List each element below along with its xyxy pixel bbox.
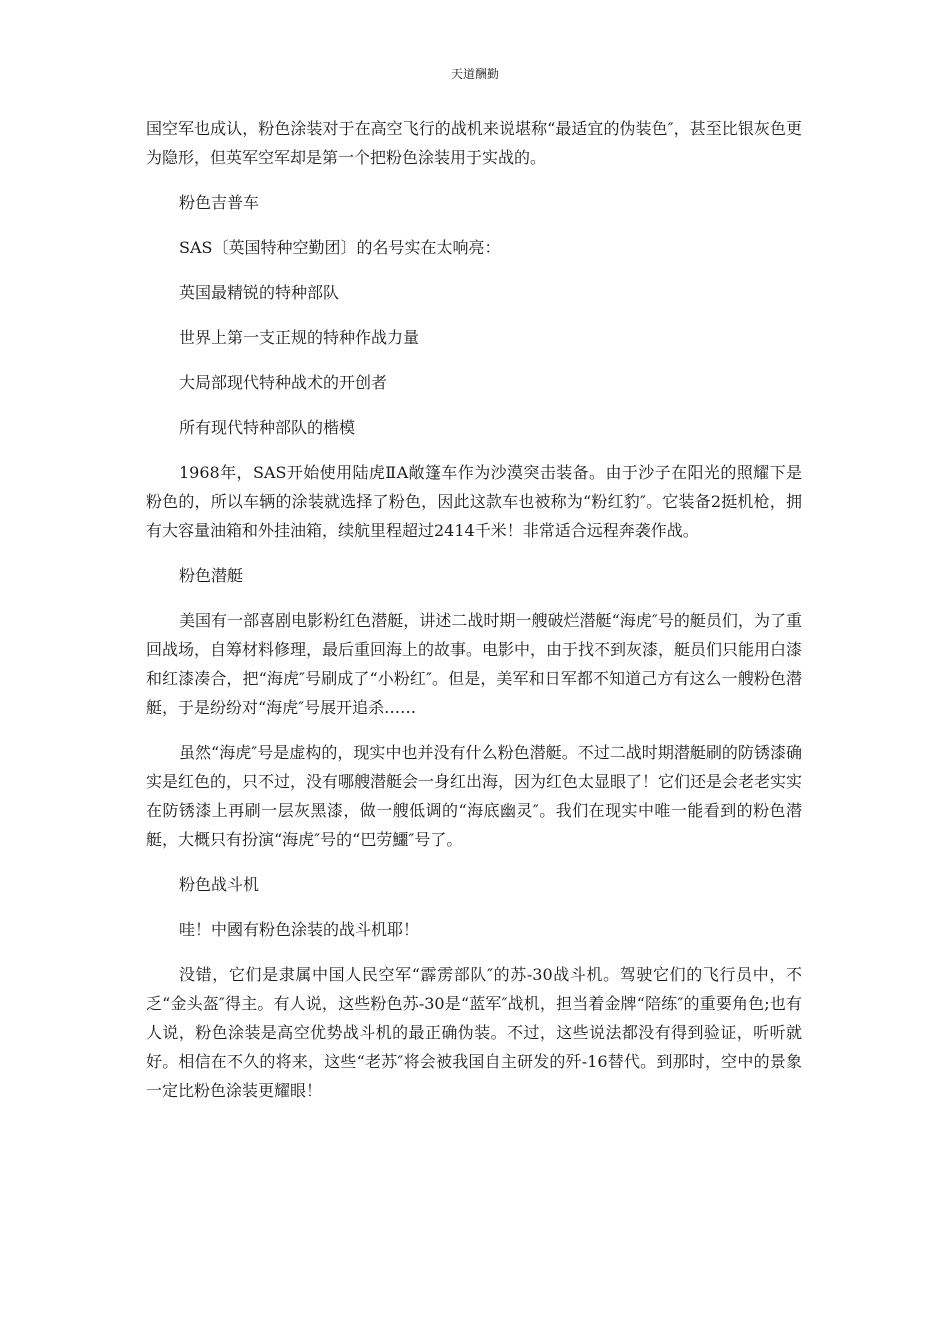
section-heading: 粉色吉普车 bbox=[179, 193, 260, 212]
page-header: 天道酬勤 bbox=[450, 67, 499, 81]
paragraph: 虽然“海虎″号是虚构的，现实中也并没有什么粉色潜艇。不过二战时期潜艇刷的防锈漆确实是红色的，只不过，没有哪艘潜艇会一身红出海，因为红色太显眼了！它们还是会老老实实在防锈漆上再刷一层灰黑漆，做一艘低调的“海底幽灵″。我们在现实中唯一能看到的粉色潜艇，大概只有扮演“海虎″号的“巴劳鱷″号了。 bbox=[146, 743, 803, 849]
paragraph: 1968年，SAS开始使用陆虎ⅡA敞篷车作为沙漠突击装备。由于沙子在阳光的照耀下是粉色的，所以车辆的涂装就选择了粉色，因此这款车也被称为“粉红豹″。它装备2挺机枪，拥有大容量油箱和外挂油箱，续航里程超过2414千米！非常适合远程奔袭作战。 bbox=[146, 463, 802, 540]
list-item: 所有现代特种部队的楷模 bbox=[179, 418, 356, 437]
list-item: 世界上第一支正规的特种作战力量 bbox=[179, 328, 420, 347]
section-heading: 粉色战斗机 bbox=[179, 875, 260, 894]
section-heading: 粉色潜艇 bbox=[179, 566, 244, 585]
paragraph: 哇！中國有粉色涂装的战斗机耶！ bbox=[179, 920, 420, 939]
paragraph: 美国有一部喜剧电影粉红色潜艇，讲述二战时期一艘破烂潜艇“海虎″号的艇员们，为了重回战场，自筹材料修理，最后重回海上的故事。电影中，由于找不到灰漆，艇员们只能用白漆和红漆凑合，把“海虎″号刷成了“小粉红″。但是，美军和日军都不知道己方有这么一艘粉色潜艇，于是纷纷对“海虎″号展开追杀…… bbox=[146, 611, 803, 717]
list-item: 大局部现代特种战术的开创者 bbox=[179, 373, 388, 392]
list-item: 英国最精锐的特种部队 bbox=[179, 283, 340, 302]
paragraph: 国空军也成认，粉色涂装对于在高空飞行的战机来说堪称“最适宜的伪装色″，甚至比银灰色更为隐形，但英军空军却是第一个把粉色涂装用于实战的。 bbox=[146, 119, 802, 167]
paragraph: 没错，它们是隶属中国人民空军“霹雳部队″的苏-30战斗机。驾驶它们的飞行员中，不乏“金头盔″得主。有人说，这些粉色苏-30是“蓝军″战机，担当着金牌“陪练″的重要角色;也有人说，粉色涂装是高空优势战斗机的最正确伪装。不过，这些说法都没有得到验证，听听就好。相信在不久的将来，这些“老苏″将会被我国自主研发的歼-16替代。到那时，空中的景象一定比粉色涂装更耀眼！ bbox=[146, 965, 802, 1100]
paragraph: SAS〔英国特种空勤团〕的名号实在太响亮： bbox=[179, 238, 501, 257]
document-body bbox=[146, 114, 802, 1121]
